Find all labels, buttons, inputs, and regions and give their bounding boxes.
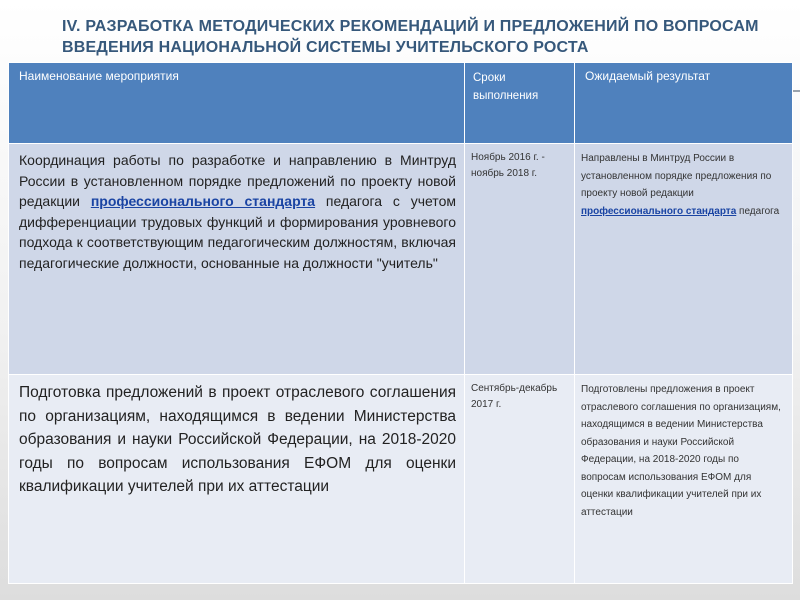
slide-title: IV. РАЗРАБОТКА МЕТОДИЧЕСКИХ РЕКОМЕНДАЦИЙ И ПРЕДЛОЖЕНИЙ ПО ВОПРОСАМ ВВЕДЕНИЯ НАЦИОНАЛЬНОЙ СИСТЕМЫ УЧИТЕЛЬСКОГО РОСТА — [62, 18, 759, 56]
result-text-part: Направлены в Минтруд России в установленном порядке предложения по проекту новой редакции — [581, 153, 772, 199]
event-cell: Подготовка предложений в проект отраслевого соглашения по организациям, находящимся в ведении Министерства образования и науки Российской Федерации, на 2018-2020 годы по вопросам использования ЕФОМ для оценки квалификации учителей при их аттестации — [9, 375, 465, 584]
professional-standard-link[interactable]: профессионального стандарта — [90, 193, 316, 209]
professional-standard-link[interactable]: профессионального стандарта — [581, 205, 737, 217]
header-result: Ожидаемый результат — [575, 63, 793, 144]
header-event: Наименование мероприятия — [9, 63, 465, 144]
table-header-row — [9, 63, 793, 144]
activities-table — [8, 62, 793, 584]
result-cell: Подготовлены предложения в проект отраслевого соглашения по организациям, находящимся в ведении Министерства образования и науки Российской Федерации, на 2018-2020 годы по вопросам использования ЕФОМ для оценки квалификации учителей при их аттестации — [575, 375, 793, 584]
deadline-cell: Ноябрь 2016 г. - ноябрь 2018 г. — [465, 144, 575, 375]
result-cell — [575, 144, 793, 375]
event-text-part: Координация работы по разработке и направлению в Минтруд России в установленном порядке предложений по проекту новой редакции — [19, 152, 456, 209]
result-text-part: педагога — [736, 205, 780, 217]
event-text-part: педагога с учетом дифференциации трудовых функций и формирования уровневого подхода к соответствующим педагогическим должностям, включая педагогические должности, основанные на должности "учитель" — [19, 193, 456, 271]
event-cell — [9, 144, 465, 375]
deadline-cell: Сентябрь-декабрь 2017 г. — [465, 375, 575, 584]
table-row — [9, 144, 793, 375]
header-deadline: Сроки выполнения — [465, 63, 575, 144]
table-row — [9, 375, 793, 584]
